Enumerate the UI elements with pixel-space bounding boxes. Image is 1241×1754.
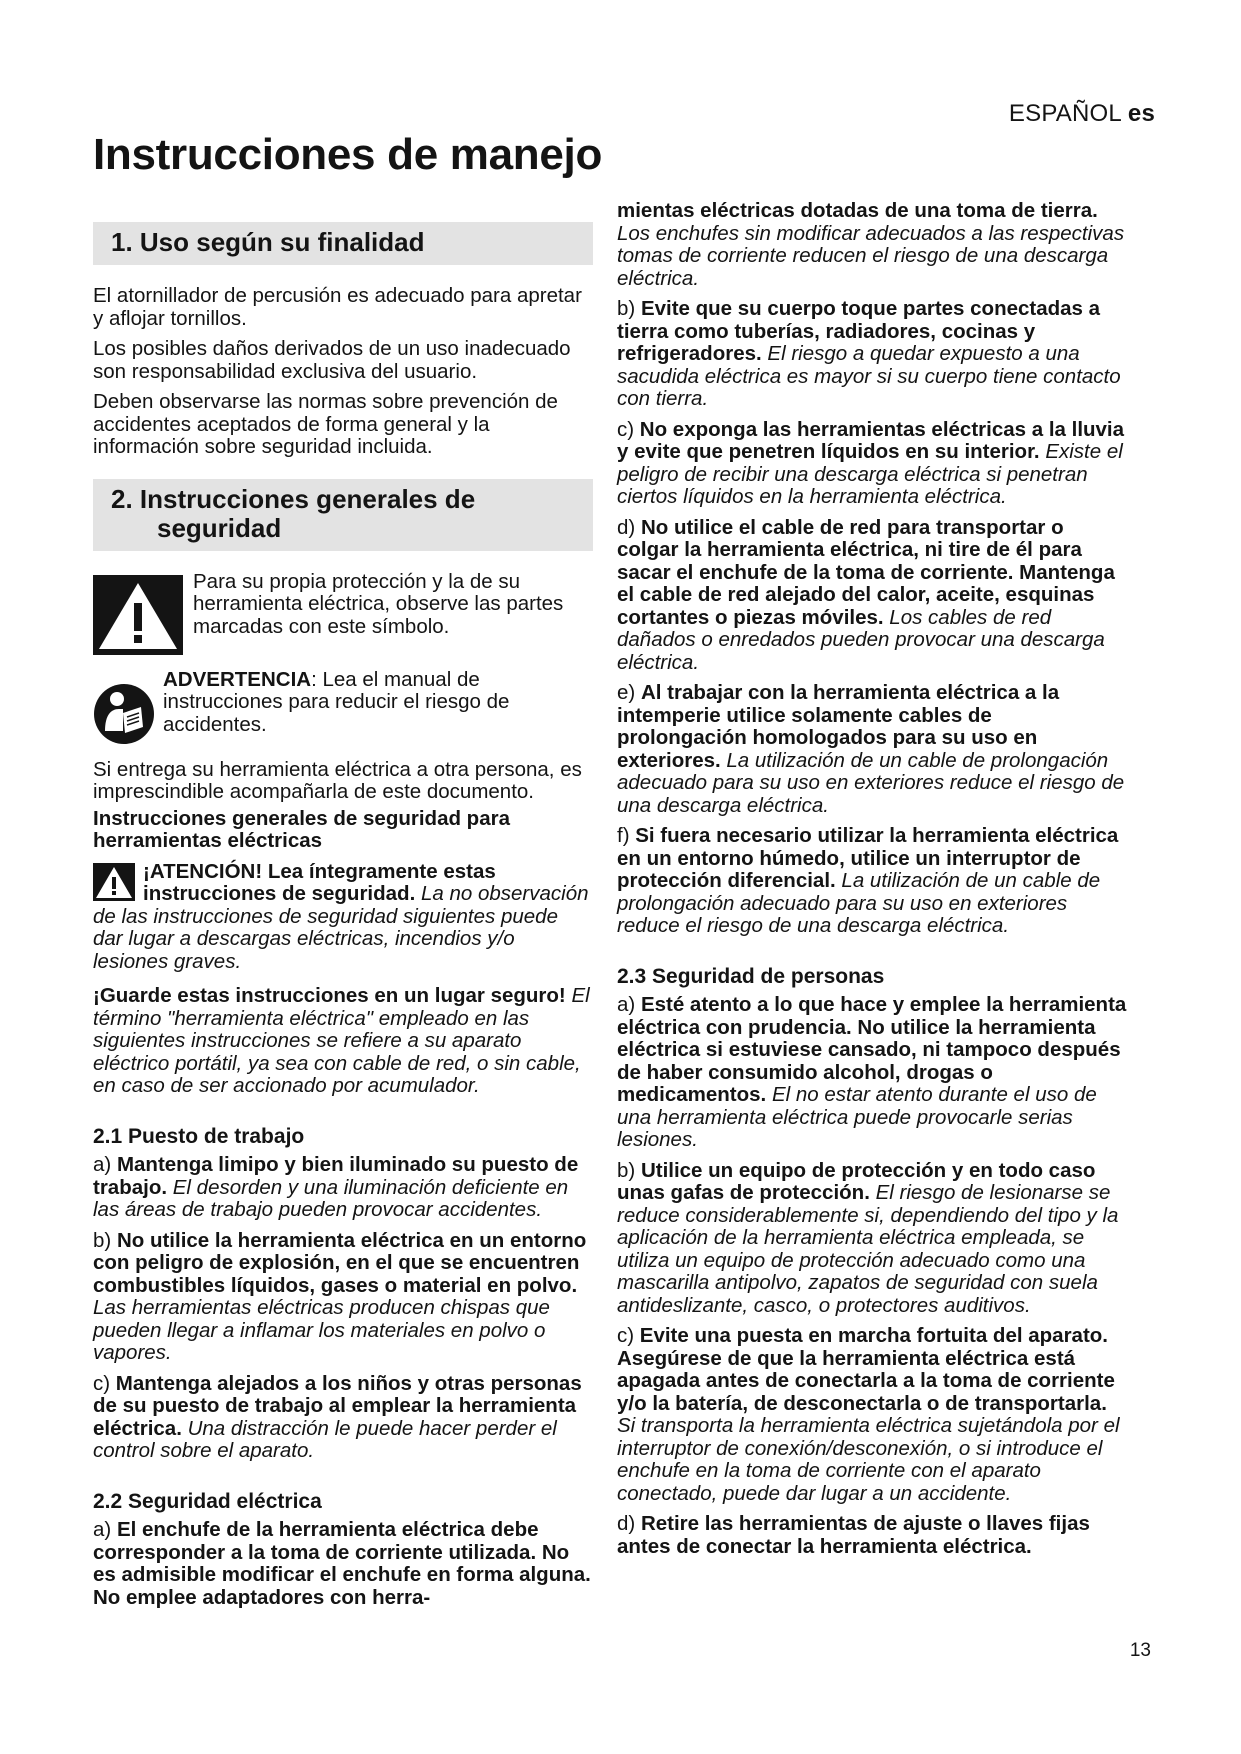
- item-bold: No exponga las herramientas eléctricas a la lluvia y evite que penetren líquidos en su interior.: [617, 417, 1125, 463]
- handover-paragraph: Si entrega su herramienta eléctrica a otra persona, es imprescindible acompañarla de este documento.: [93, 757, 582, 803]
- item-label: b): [93, 1228, 117, 1252]
- right-column: [617, 200, 1127, 1566]
- electrical-item-a: [93, 1519, 593, 1609]
- item-bold: Utilice un equipo de protección y en todo caso unas gafas de protección.: [617, 1158, 1096, 1204]
- item-italic: La utilización de un cable de prolongación adecuado para su uso en exteriores reduce el riesgo de una descarga eléctrica.: [617, 869, 1101, 937]
- attention-paragraph: [93, 861, 593, 974]
- item-italic: Los cables de red dañados o enredados pueden provocar una descarga eléctrica.: [617, 605, 1105, 674]
- section-2-title-line2: seguridad: [157, 512, 282, 543]
- item-italic: El no estar atento durante el uso de una herramienta eléctrica puede provocarle serias lesiones.: [617, 1083, 1097, 1151]
- item-italic: El riesgo a quedar expuesto a una sacudida eléctrica es mayor si su cuerpo tiene contacto con tierra.: [617, 342, 1121, 410]
- item-italic: Existe el peligro de recibir una descarga eléctrica si penetran ciertos líquidos en la herramienta eléctrica.: [617, 440, 1123, 508]
- section-1-heading: [93, 222, 593, 265]
- item-bold: No utilice el cable de red para transportar o colgar la herramienta eléctrica, ni tire de él para sacar el enchufe de la toma de corriente. Mantenga el cable de red alejado del calor, aceite, esquinas cortantes o piezas móviles.: [617, 515, 1115, 629]
- item-label: a): [93, 1518, 117, 1541]
- item-italic: El riesgo de lesionarse se reduce considerablemente si, dependiendo del tipo y la aplicación de la herramienta eléctrica empleada, se utiliza un equipo de protección adecuado como una mascarilla antipolvo, zapatos de seguridad con suela antideslizante, casco, o protectores auditivos.: [617, 1181, 1119, 1317]
- attention-warning-icon: [93, 863, 135, 901]
- item-label: c): [617, 1324, 640, 1347]
- language-header: [1009, 100, 1155, 128]
- warning-text: [163, 669, 593, 737]
- intro-paragraph-2: Los posibles daños derivados de un uso inadecuado son responsabilidad exclusiva del usuario.: [93, 337, 571, 383]
- electrical-item-c: [617, 419, 1127, 509]
- item-label: e): [617, 681, 641, 704]
- symbol-text: Para su propia protección y la de su herramienta eléctrica, observe las partes marcadas con este símbolo.: [193, 569, 564, 638]
- item-label: b): [617, 297, 641, 320]
- item-bold: mientas eléctricas dotadas de una toma de tierra.: [617, 199, 1098, 222]
- section-1-title: 1. Uso según su finalidad: [111, 227, 425, 257]
- item-bold: Si fuera necesario utilizar la herramienta eléctrica en un entorno húmedo, utilice un interruptor de protección diferencial.: [617, 824, 1119, 892]
- item-bold: No utilice la herramienta eléctrica en un entorno con peligro de explosión, en el que se encuentren combustibles líquidos, gases o material en polvo.: [93, 1228, 587, 1297]
- warning-body: : Lea el manual de instrucciones para reducir el riesgo de accidentes.: [163, 667, 510, 736]
- item-bold: Evite que su cuerpo toque partes conectadas a tierra como tuberías, radiadores, cocinas y refrigeradores.: [617, 297, 1101, 365]
- item-italic: Las herramientas eléctricas producen chispas que pueden llegar a inflamar los materiales en polvo o vapores.: [93, 1296, 550, 1364]
- electrical-item-b: [617, 298, 1127, 411]
- item-italic: El desorden y una iluminación deficiente en las áreas de trabajo pueden provocar accidentes.: [93, 1175, 569, 1221]
- keep-bold: ¡Guarde estas instrucciones en un lugar seguro!: [93, 984, 566, 1007]
- item-label: b): [617, 1158, 641, 1182]
- item-italic: Una distracción le puede hacer perder el control sobre el aparato.: [93, 1416, 557, 1462]
- keep-instructions-paragraph: [93, 985, 593, 1098]
- electrical-item-a-continued: [617, 200, 1127, 290]
- attention-italic: La no observación de las instrucciones de seguridad siguientes puede dar lugar a descargas eléctricas, incendios y/o lesiones graves.: [93, 882, 589, 973]
- item-bold: El enchufe de la herramienta eléctrica debe corresponder a la toma de corriente utilizada. No es admisible modificar el enchufe en forma alguna. No emplee adaptadores con herra-: [93, 1518, 591, 1609]
- item-label: f): [617, 824, 636, 847]
- symbol-note: [93, 571, 593, 655]
- intro-paragraph-3: Deben observarse las normas sobre prevención de accidentes aceptados de forma general y la información sobre seguridad incluida.: [93, 390, 558, 458]
- language-code: es: [1127, 100, 1155, 127]
- electrical-item-f: [617, 825, 1127, 938]
- personal-item-d: [617, 1513, 1127, 1558]
- item-italic: Los enchufes sin modificar adecuados a las respectivas tomas de corriente reducen el riesgo de una descarga eléctrica.: [617, 221, 1125, 290]
- personal-item-a: [617, 994, 1127, 1152]
- item-bold: Mantenga limipo y bien iluminado su puesto de trabajo.: [93, 1153, 579, 1199]
- section-2-heading: [93, 479, 593, 551]
- intro-paragraph-1: El atornillador de percusión es adecuado para apretar y aflojar tornillos.: [93, 284, 582, 330]
- subheading-2-1: 2.1 Puesto de trabajo: [93, 1124, 305, 1148]
- workplace-item-a: [93, 1154, 593, 1222]
- item-bold: Retire las herramientas de ajuste o llaves fijas antes de conectar la herramienta eléctrica.: [617, 1512, 1090, 1558]
- personal-item-b: [617, 1160, 1127, 1318]
- section-2-title-line1: 2. Instrucciones generales de: [111, 483, 476, 514]
- workplace-item-c: [93, 1373, 593, 1463]
- subheading-2-3: 2.3 Seguridad de personas: [617, 964, 885, 988]
- item-bold: Mantenga alejados a los niños y otras personas de su puesto de trabajo al emplear la herramienta eléctrica.: [93, 1371, 582, 1440]
- page-number: 13: [1129, 1640, 1151, 1661]
- subheading-2-2: 2.2 Seguridad eléctrica: [93, 1489, 322, 1513]
- item-label: d): [617, 1512, 641, 1535]
- item-label: a): [93, 1153, 117, 1176]
- item-bold: Al trabajar con la herramienta eléctrica a la intemperie utilice solamente cables de prolongación homologados para su uso en exteriores.: [617, 681, 1060, 772]
- item-label: a): [617, 993, 641, 1016]
- language-name: ESPAÑOL: [1008, 100, 1122, 127]
- read-manual-icon: [93, 683, 155, 745]
- electrical-item-d: [617, 517, 1127, 675]
- general-safety-heading: Instrucciones generales de seguridad para herramientas eléctricas: [93, 806, 510, 852]
- page-title: Instrucciones de manejo: [93, 130, 603, 179]
- personal-item-c: [617, 1325, 1127, 1505]
- item-label: d): [617, 515, 641, 539]
- keep-italic: El término "herramienta eléctrica" empleado en las siguientes instrucciones se refiere a su aparato eléctrico portátil, ya sea con cable de red, o sin cable, en caso de ser accionado por acumulador.: [93, 984, 590, 1097]
- item-bold: Evite una puesta en marcha fortuita del aparato. Asegúrese de que la herramienta eléctrica está apagada antes de conectarla a la toma de corriente y/o la batería, de desconectarla o de transportarla.: [617, 1324, 1115, 1415]
- read-manual-note: [93, 669, 593, 745]
- item-italic: Si transporta la herramienta eléctrica sujetándola por el interruptor de conexión/desconexión, o si introduce el enchufe en la toma de corriente con el aparato conectado, puede dar lugar a un accidente.: [617, 1414, 1120, 1505]
- item-bold: Esté atento a lo que hace y emplee la herramienta eléctrica con prudencia. No utilice la herramienta eléctrica si estuviese cansado, ni tampoco después de haber consumido alcohol, drogas o medicamentos.: [617, 993, 1127, 1106]
- electrical-item-e: [617, 682, 1127, 817]
- item-label: c): [93, 1371, 116, 1395]
- warning-triangle-icon: [93, 575, 183, 655]
- item-label: c): [617, 417, 640, 441]
- warning-label: ADVERTENCIA: [163, 667, 312, 691]
- left-column: [93, 222, 593, 1617]
- item-italic: La utilización de un cable de prolongación adecuado para su uso en exteriores reduce el riesgo de una descarga eléctrica.: [617, 748, 1125, 817]
- workplace-item-b: [93, 1230, 593, 1365]
- attention-bold: ¡ATENCIÓN! Lea íntegramente estas instrucciones de seguridad.: [143, 859, 496, 905]
